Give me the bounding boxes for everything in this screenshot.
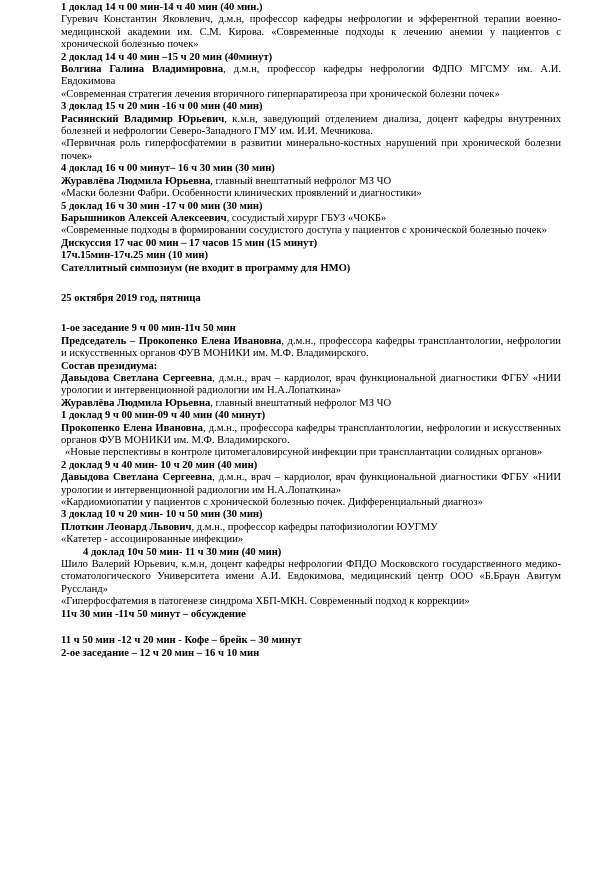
talk-title: «Современная стратегия лечения вторичного гиперпаратиреоза при хронической болезни почек»	[61, 88, 500, 100]
member-affiliation: , д.м.н., врач – кардиолог, врач функциональной диагностики ФГБУ «НИИ урологии и интервенционной радиологии им Н.А.Лопаткина»	[61, 372, 561, 397]
speaker-name: Барышников Алексей Алексеевич	[61, 212, 227, 224]
speaker-affiliation: , д.м.н., врач – кардиолог, врач функциональной диагностики ФГБУ «НИИ урологии и интервенционной радиологии им Н.А.Лопаткина»	[61, 472, 561, 496]
discussion-slot: Дискуссия 17 час 00 мин – 17 часов 15 мин (15 минут)	[61, 237, 318, 249]
speaker-zhuravleva	[61, 176, 561, 188]
member-affiliation: , главный внештатный нефролог МЗ ЧО	[210, 397, 392, 409]
session-1-heading: 1-ое заседание 9 ч 00 мин-11ч 50 мин	[61, 323, 236, 335]
spacer	[61, 621, 561, 635]
session-2-heading: 2-ое заседание – 12 ч 20 мин – 16 ч 10 мин	[61, 647, 260, 659]
presidium-member-davydova	[61, 373, 561, 398]
talk-title: «Современные подходы в формировании сосудистого доступа у пациентов с хронической болезнью почек»	[61, 225, 547, 237]
speaker-rasnyansky	[61, 114, 561, 139]
speaker-affiliation: , главный внештатный нефролог МЗ ЧО	[210, 175, 392, 187]
speaker-affiliation: , д.м.н, профессор кафедры нефрологии ФДПО МГСМУ им. А.И. Евдокимова	[61, 64, 561, 88]
speaker-gurevich: Гуревич Константин Яковлевич, д.м.н, профессор кафедры нефрологии и эфферентной терапии военно-медицинской академии им. С.М. Кирова. «Современные подходы к лечению анемии у пациентов с хронической болезнью почек»	[61, 14, 561, 51]
spacer	[61, 275, 561, 293]
speaker-name: Волгина Галина Владимировна	[61, 64, 224, 76]
chair-affiliation: , д.м.н., профессора кафедры трансплантологии, нефрологии и искусственных органов ФУВ МОНИКИ им. М.Ф. Владимирского.	[61, 335, 561, 360]
member-name: Журавлёва Людмила Юрьевна	[61, 397, 211, 409]
speaker-prokopenko	[61, 423, 561, 448]
speaker-shilo: Шило Валерий Юрьевич, к.м.н, доцент кафедры нефрологии ФПДО Московского государственного медико-стоматологического Университета имени А.И. Евдокимова, медицинский центр ООО «Б.Браун Авитум Руссланд»	[61, 559, 561, 595]
talk-title: «Гиперфосфатемия в патогенезе синдрома ХБП-МКН. Современный подход к коррекции»	[61, 596, 470, 608]
talk-title: «Кардиомиопатии у пациентов с хронической болезнью почек. Дифференциальный диагноз»	[61, 497, 483, 509]
session-chair	[61, 336, 561, 361]
time-slot: 17ч.15мин-17ч.25 мин (10 мин)	[61, 250, 209, 262]
talk-slot-3: 3 доклад 10 ч 20 мин- 10 ч 50 мин (30 мин)	[61, 509, 263, 521]
talk-slot-3: 3 доклад 15 ч 20 мин -16 ч 00 мин (40 мин)	[61, 101, 263, 113]
talk-slot-4: 4 доклад 16 ч 00 минут– 16 ч 30 мин (30 мин)	[61, 163, 275, 175]
speaker-affiliation: , д.м.н., профессор кафедры патофизиологии ЮУГМУ	[191, 521, 438, 533]
day-heading: 25 октября 2019 год, пятница	[61, 292, 201, 304]
speaker-name: Плоткин Леонард Львович	[61, 521, 192, 533]
speaker-name: Раснянский Владимир Юрьевич	[61, 113, 225, 125]
presidium-member-zhuravleva	[61, 398, 561, 410]
talk-title: «Первичная роль гиперфосфатемии в развитии минерально-костных нарушений при хронической болезни почек»	[61, 138, 561, 162]
chair-label: Председатель – Прокопенко Елена Ивановна	[61, 335, 282, 347]
speaker-name: Давыдова Светлана Сергеевна	[61, 472, 213, 484]
talk-title: «Маски болезни Фабри. Особенности клинических проявлений и диагностики»	[61, 188, 422, 200]
speaker-affiliation: , д.м.н., профессора кафедры трансплантологии, нефрологии и искусственных органов ФУВ МОНИКИ им. М.Ф. Владимирского.	[61, 422, 561, 446]
satellite-symposium: Сателлитный симпозиум (не входит в программу для НМО)	[61, 262, 351, 274]
coffee-break: 11 ч 50 мин -12 ч 20 мин - Кофе – брейк – 30 минут	[61, 635, 302, 647]
speaker-volgina	[61, 64, 561, 89]
speaker-affiliation: , к.м.н, заведующий отделением диализа, доцент кафедры внутренних болезней и нефрологии Северо-Западного ГМУ им. И.И. Мечникова.	[61, 113, 562, 138]
talk-slot-1: 1 доклад 9 ч 00 мин-09 ч 40 мин (40 минут)	[61, 410, 266, 422]
speaker-plotkin	[61, 522, 561, 534]
speaker-baryshnikov	[61, 213, 561, 225]
member-name: Давыдова Светлана Сергеевна	[61, 372, 213, 384]
speaker-davydova	[61, 472, 561, 497]
discussion-slot: 11ч 30 мин -11ч 50 минут – обсуждение	[61, 608, 246, 620]
speaker-affiliation: , сосудистый хирург ГБУЗ «ЧОКБ»	[226, 212, 387, 224]
talk-slot-4: 4 доклад 10ч 50 мин- 11 ч 30 мин (40 мин)	[83, 546, 282, 558]
talk-title: «Катетер - ассоциированные инфекции»	[61, 534, 244, 546]
talk-slot-5: 5 доклад 16 ч 30 мин -17 ч 00 мин (30 мин)	[61, 200, 263, 212]
talk-slot-2: 2 доклад 14 ч 40 мин –15 ч 20 мин (40минут)	[61, 51, 273, 63]
talk-slot-2: 2 доклад 9 ч 40 мин- 10 ч 20 мин (40 мин)	[61, 459, 258, 471]
talk-slot-1: 1 доклад 14 ч 00 мин-14 ч 40 мин (40 мин.)	[61, 2, 263, 13]
speaker-name: Журавлёва Людмила Юрьевна	[61, 175, 211, 187]
presidium-label: Состав президиума:	[61, 360, 158, 372]
spacer	[61, 305, 561, 323]
talk-title: «Новые перспективы в контроле цитомегаловирсуной инфекции при трансплантации солидных органов»	[65, 447, 543, 459]
program-text	[61, 2, 561, 660]
speaker-name: Прокопенко Елена Ивановна	[61, 422, 203, 434]
